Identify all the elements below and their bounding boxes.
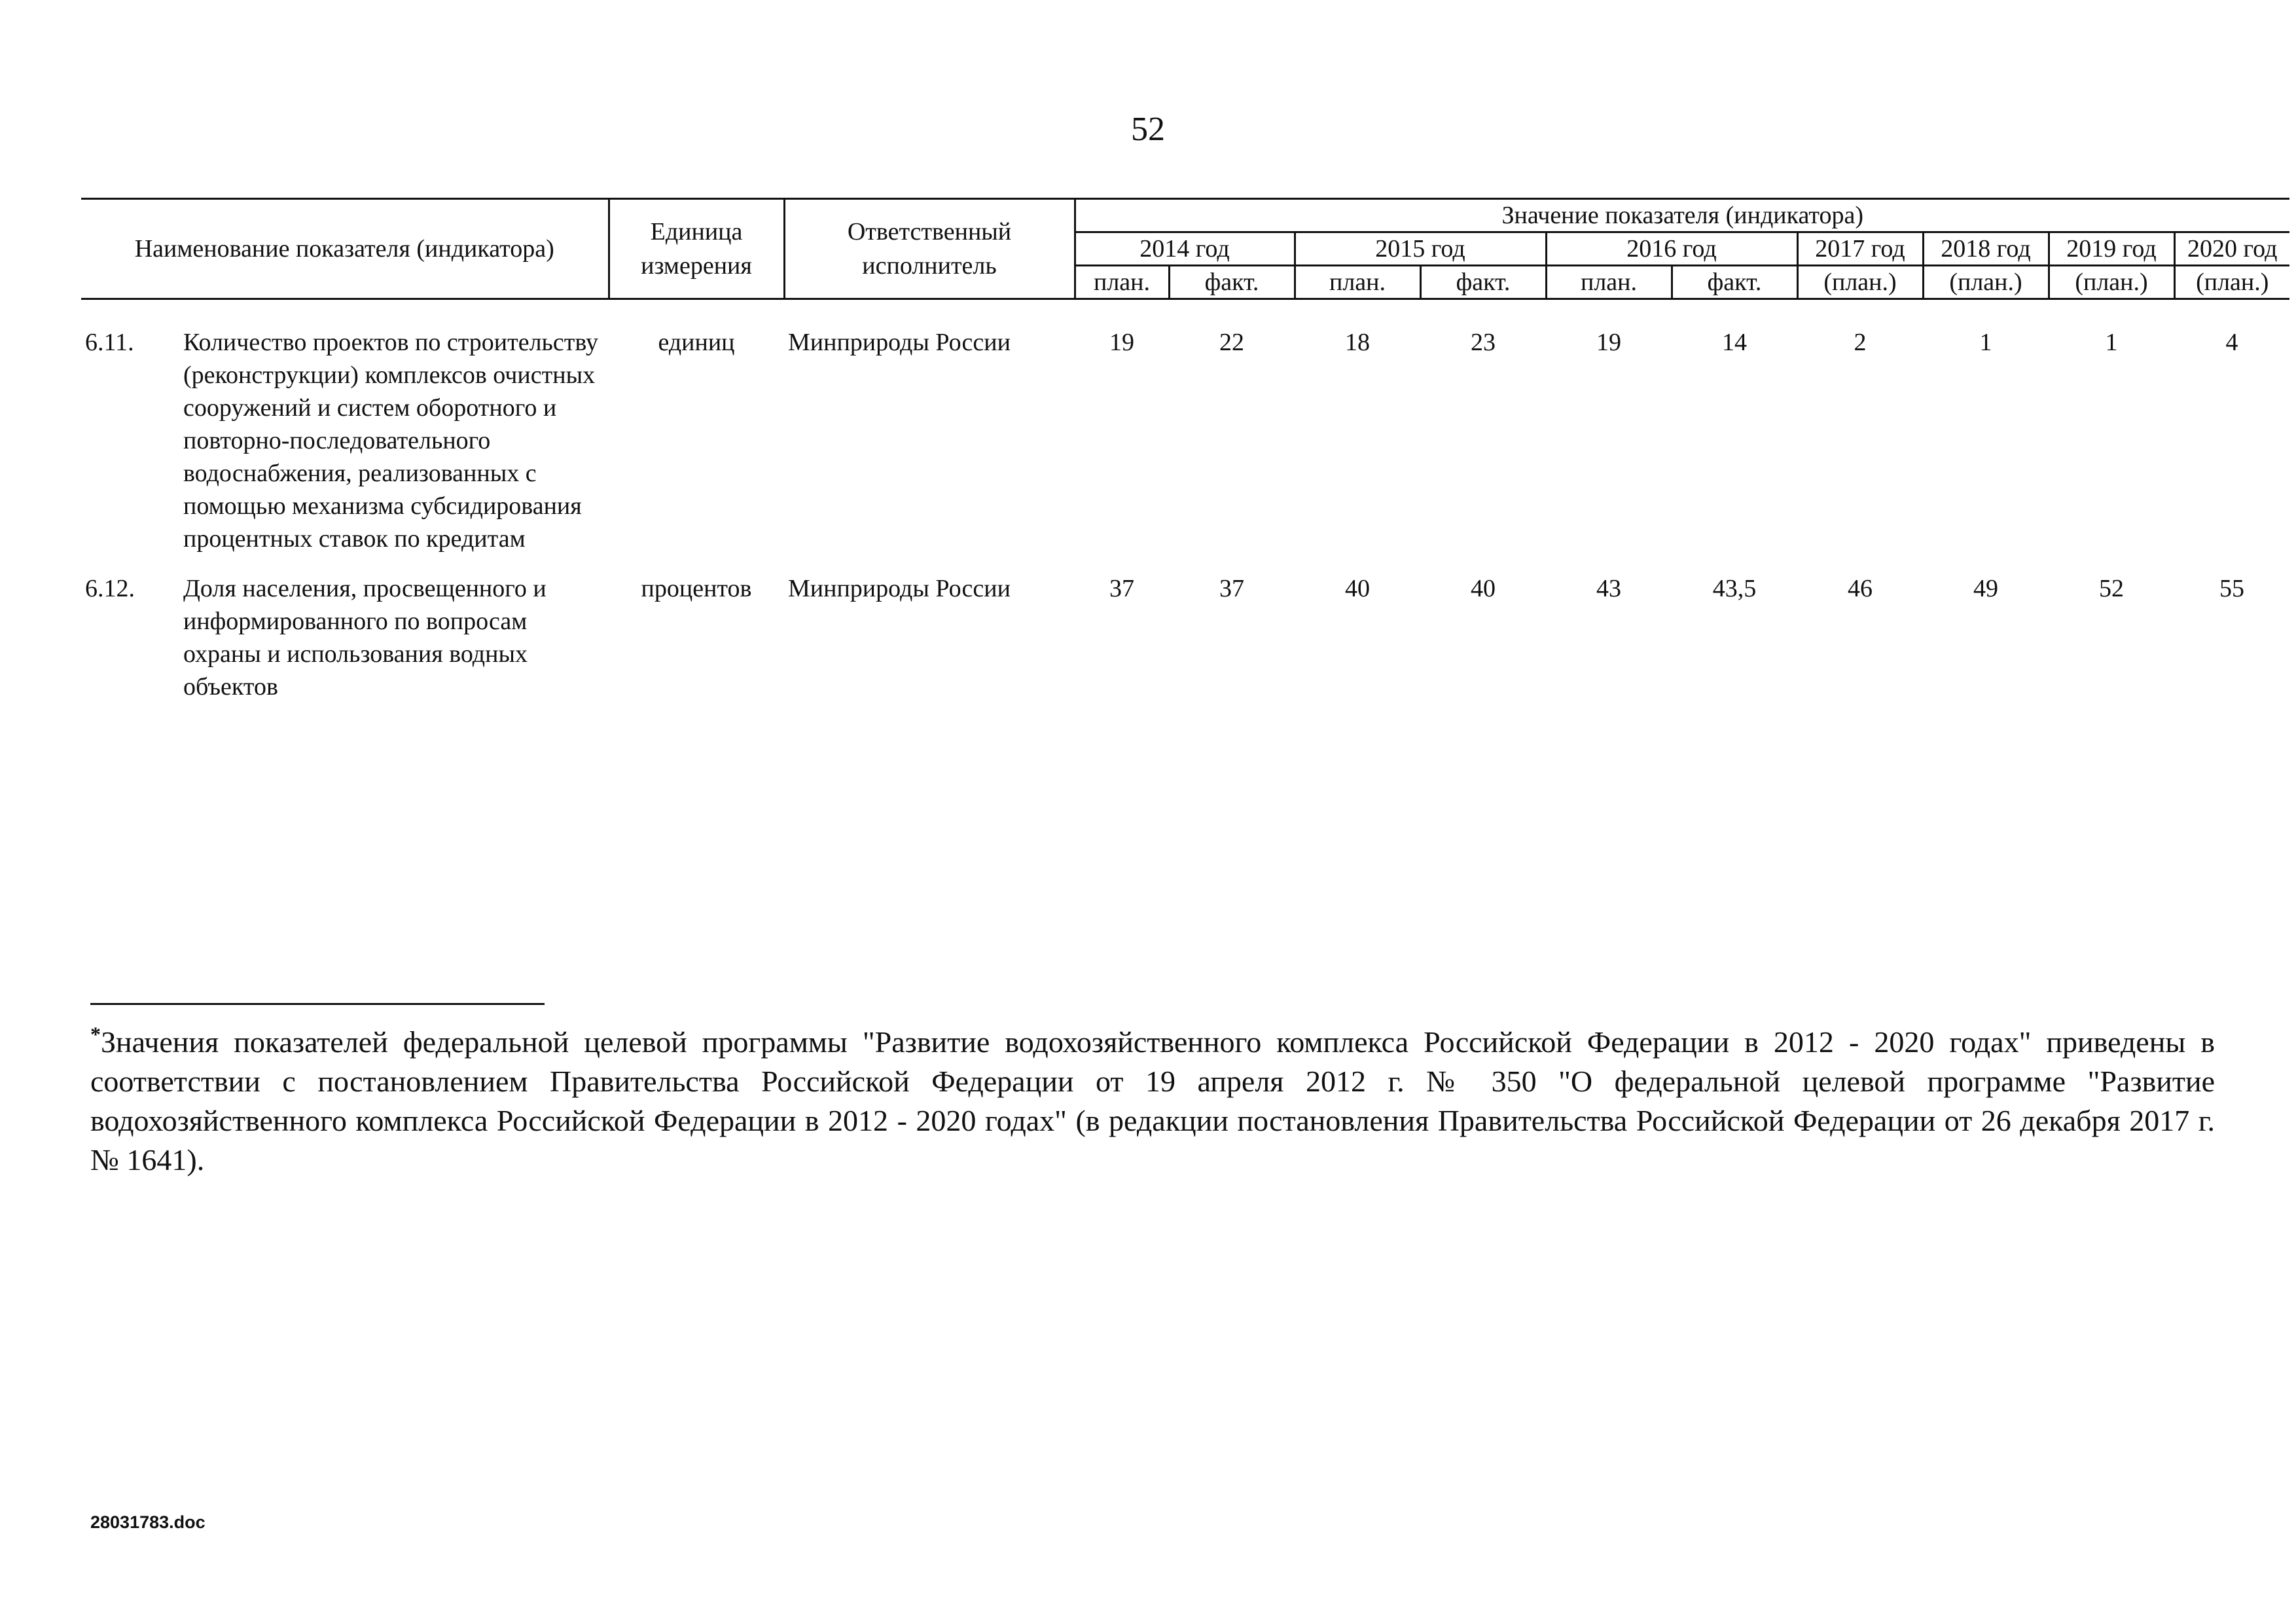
value-cell: 40	[1471, 575, 1496, 602]
unit-cell: единиц	[658, 329, 735, 356]
indicator-name: Доля населения, просвещенного и информированного по вопросам охраны и использования водных объектов	[183, 575, 547, 701]
value-cell: 19	[1109, 329, 1134, 356]
table-row	[81, 326, 2289, 572]
header-executor: Ответственный исполнитель	[784, 199, 1075, 299]
header-2016-plan: план.	[1546, 266, 1672, 299]
row-number: 6.12.	[85, 575, 135, 602]
value-cell: 1	[1979, 329, 1992, 356]
value-cell: 55	[2219, 575, 2244, 602]
value-cell: 2	[1854, 329, 1867, 356]
value-cell: 23	[1471, 329, 1496, 356]
header-year-2014: 2014 год	[1075, 232, 1295, 266]
footnote-text: Значения показателей федеральной целевой программы "Развитие водохозяйственного комплекса Российской Федерации в 2012 - 2020 годах" приведены в соответствии с постановлением Правительства Российской Федерации от 19 апреля 2012 г. № 350 "О федеральной целевой программе "Развитие водохозяйственного комплекса Российской Федерации в 2012 - 2020 годах" (в редакции постановления Правительства Российской Федерации от 26 декабря 2017 г. № 1641).	[90, 1025, 2215, 1176]
header-year-2020: 2020 год	[2174, 232, 2289, 266]
value-cell: 49	[1973, 575, 1998, 602]
executor-cell: Минприроды России	[788, 575, 1011, 602]
header-year-2016: 2016 год	[1546, 232, 1797, 266]
page-number: 52	[1131, 111, 1165, 148]
value-cell: 46	[1848, 575, 1873, 602]
header-2014-plan: план.	[1075, 266, 1169, 299]
header-2014-fact: факт.	[1169, 266, 1295, 299]
header-2018-plan: (план.)	[1923, 266, 2049, 299]
header-2017-plan: (план.)	[1797, 266, 1923, 299]
header-year-2017: 2017 год	[1797, 232, 1923, 266]
executor-cell: Минприроды России	[788, 329, 1011, 356]
value-cell: 1	[2105, 329, 2118, 356]
value-cell: 18	[1345, 329, 1370, 356]
row-number: 6.11.	[85, 329, 134, 356]
value-cell: 52	[2099, 575, 2124, 602]
header-year-2018: 2018 год	[1923, 232, 2049, 266]
document-code: 28031783.doc	[90, 1512, 206, 1532]
value-cell: 14	[1722, 329, 1747, 356]
footnote-divider	[90, 1003, 545, 1005]
header-value-group: Значение показателя (индикатора)	[1075, 199, 2289, 232]
value-cell: 43	[1596, 575, 1621, 602]
header-2015-fact: факт.	[1420, 266, 1546, 299]
header-2016-fact: факт.	[1672, 266, 1797, 299]
table-row	[81, 572, 2289, 720]
value-cell: 43,5	[1712, 575, 1757, 602]
header-year-2019: 2019 год	[2049, 232, 2174, 266]
unit-cell: процентов	[641, 575, 752, 602]
value-cell: 40	[1345, 575, 1370, 602]
value-cell: 37	[1109, 575, 1134, 602]
value-cell: 4	[2225, 329, 2238, 356]
footnote	[90, 1023, 2215, 1180]
header-2020-plan: (план.)	[2174, 266, 2289, 299]
header-2015-plan: план.	[1295, 266, 1420, 299]
header-2019-plan: (план.)	[2049, 266, 2174, 299]
header-unit: Единица измерения	[609, 199, 784, 299]
indicators-table	[81, 198, 2289, 720]
footnote-marker: *	[90, 1022, 101, 1046]
value-cell: 22	[1219, 329, 1244, 356]
value-cell: 19	[1596, 329, 1621, 356]
header-name: Наименование показателя (индикатора)	[81, 199, 609, 299]
indicator-name: Количество проектов по строительству (реконструкции) комплексов очистных сооружений и систем оборотного и повторно-последовательного водоснабжения, реализованных с помощью механизма субсидирования процентных ставок по кредитам	[183, 329, 598, 553]
header-year-2015: 2015 год	[1295, 232, 1546, 266]
value-cell: 37	[1219, 575, 1244, 602]
